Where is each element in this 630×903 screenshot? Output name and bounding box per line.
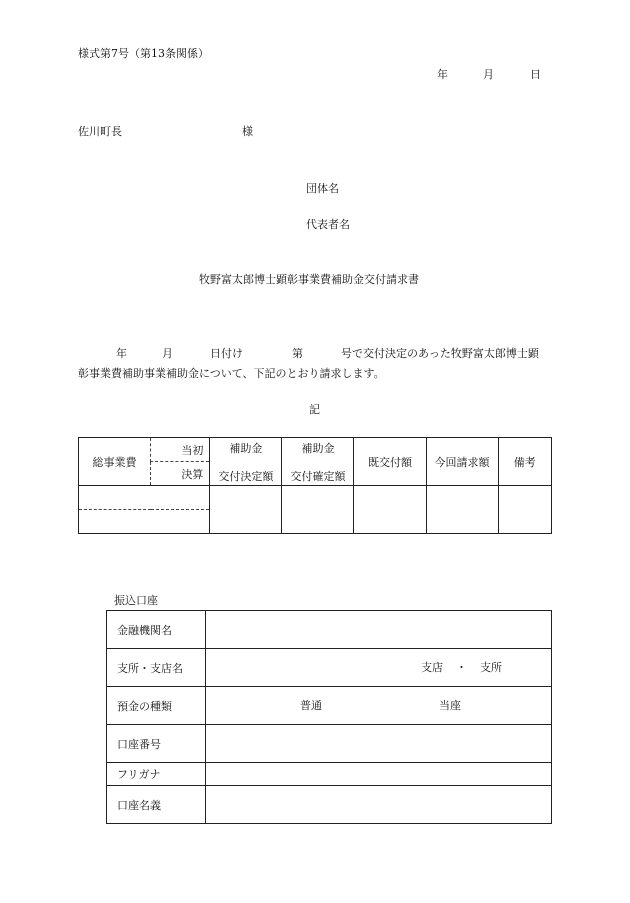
branch-option-store: 支店 (421, 660, 443, 674)
deposit-type-field[interactable] (206, 687, 552, 725)
total-cost-initial-cell[interactable] (79, 486, 210, 510)
date-year-label: 年 (437, 68, 448, 81)
account-number-label: 口座番号 (107, 725, 206, 763)
form-number: 様式第7号（第13条関係） (78, 47, 209, 60)
grant-summary-table (78, 437, 552, 534)
settlement-header: 決算 (151, 462, 210, 486)
remarks-header: 備考 (498, 438, 551, 486)
this-request-header: 今回請求額 (426, 438, 498, 486)
grant-decision-header: 補助金 交付決定額 (210, 438, 282, 486)
branch-field[interactable] (206, 649, 552, 687)
bank-name-label: 金融機関名 (107, 611, 206, 649)
initial-header: 当初 (151, 438, 210, 462)
branch-label: 支所・支店名 (107, 649, 206, 687)
body-month: 月 (162, 347, 173, 360)
bank-name-field[interactable] (206, 611, 552, 649)
account-number-field[interactable] (206, 725, 552, 763)
grant-confirmed-header: 補助金 交付確定額 (282, 438, 354, 486)
addressee-name: 佐川町長 (78, 125, 122, 138)
total-cost-settlement-cell[interactable] (79, 510, 210, 534)
date-day-label: 日 (530, 68, 541, 81)
furigana-field[interactable] (206, 763, 552, 786)
body-line1-tail: 号で交付決定のあった牧野富太郎博士顕 (341, 347, 539, 360)
date-month-label: 月 (483, 68, 494, 81)
furigana-label: フリガナ (107, 763, 206, 786)
grant-decision-cell[interactable] (210, 486, 282, 534)
branch-option-office: 支所 (480, 660, 502, 674)
bank-account-table (106, 610, 552, 824)
body-day-attached: 日付け (210, 347, 243, 360)
body-line2: 彰事業費補助事業補助金について、下記のとおり請求します。 (78, 367, 385, 380)
account-heading: 振込口座 (114, 594, 158, 607)
ki-label: 記 (309, 403, 320, 416)
body-year: 年 (116, 347, 127, 360)
addressee-honorific: 様 (242, 125, 253, 138)
branch-separator: ・ (456, 660, 467, 674)
deposit-current: 当座 (439, 698, 461, 712)
grant-confirmed-cell[interactable] (282, 486, 354, 534)
deposit-ordinary: 普通 (300, 698, 322, 712)
remarks-cell[interactable] (498, 486, 551, 534)
already-paid-header: 既交付額 (354, 438, 426, 486)
document-title: 牧野富太郎博士顕彰事業費補助金交付請求書 (199, 273, 419, 286)
body-dai: 第 (292, 347, 303, 360)
representative-label: 代表者名 (306, 218, 350, 231)
organization-label: 団体名 (306, 182, 339, 195)
total-cost-header: 総事業費 (79, 438, 151, 486)
account-holder-label: 口座名義 (107, 786, 206, 824)
already-paid-cell[interactable] (354, 486, 426, 534)
deposit-type-label: 預金の種類 (107, 687, 206, 725)
account-holder-field[interactable] (206, 786, 552, 824)
this-request-cell[interactable] (426, 486, 498, 534)
